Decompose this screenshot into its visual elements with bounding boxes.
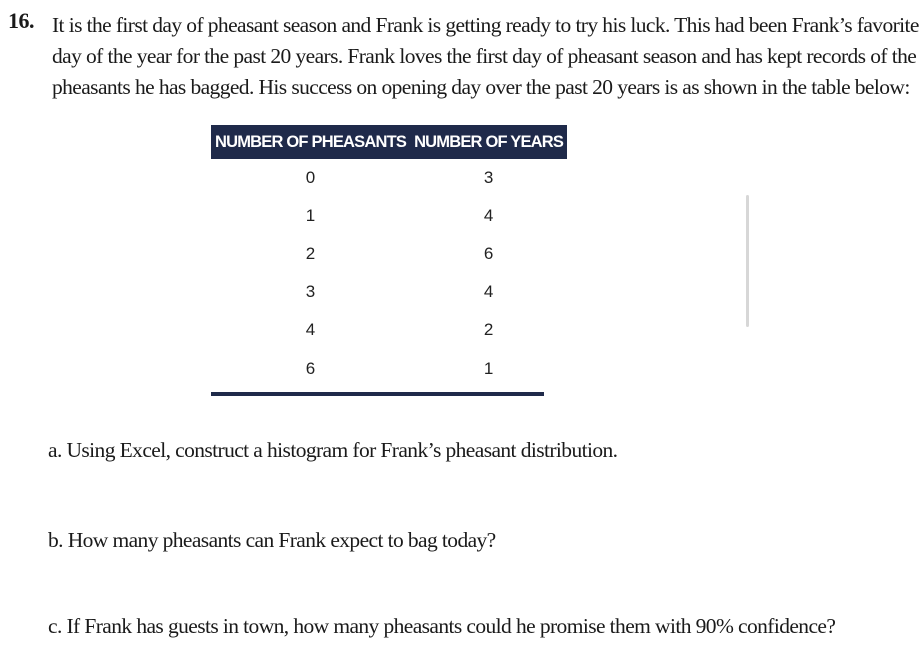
cell-years: 4 (483, 206, 494, 225)
cell-pheasants: 3 (305, 282, 316, 301)
question-b: b. How many pheasants can Frank expect to bag today? (48, 528, 496, 552)
problem-line: pheasants he has bagged. His success on opening day over the past 20 years is as shown in the table below: (52, 75, 910, 99)
header-number-of-years: NUMBER OF YEARS (410, 125, 567, 159)
table-row (211, 197, 567, 235)
pheasant-table (211, 125, 567, 389)
table-row (211, 273, 567, 311)
cell-pheasants: 2 (305, 244, 316, 263)
cell-years: 2 (483, 320, 494, 339)
problem-line: It is the first day of pheasant season and Frank is getting ready to try his luck. This had been Frank’s favorite (52, 13, 919, 37)
question-c: c. If Frank has guests in town, how many pheasants could he promise them with 90% confidence? (48, 614, 836, 638)
cell-pheasants: 0 (305, 168, 316, 187)
problem-number: 16. (8, 8, 34, 33)
table-bottom-rule (211, 392, 544, 396)
problem-text (52, 10, 919, 103)
table-row (211, 311, 567, 349)
cell-years: 3 (483, 168, 494, 187)
cell-pheasants: 6 (305, 359, 316, 378)
cell-years: 6 (483, 244, 494, 263)
problem-line: day of the year for the past 20 years. Frank loves the first day of pheasant season and has kept records of the (52, 44, 917, 68)
table-header-row (211, 125, 567, 159)
question-a: a. Using Excel, construct a histogram for Frank’s pheasant distribution. (48, 438, 618, 462)
scrollbar[interactable] (746, 195, 749, 327)
table-row (211, 235, 567, 273)
header-number-of-pheasants: NUMBER OF PHEASANTS (211, 125, 410, 159)
table-row (211, 349, 567, 389)
cell-pheasants: 4 (305, 320, 316, 339)
cell-years: 1 (483, 359, 494, 378)
cell-years: 4 (483, 282, 494, 301)
table-row (211, 159, 567, 197)
cell-pheasants: 1 (305, 206, 316, 225)
